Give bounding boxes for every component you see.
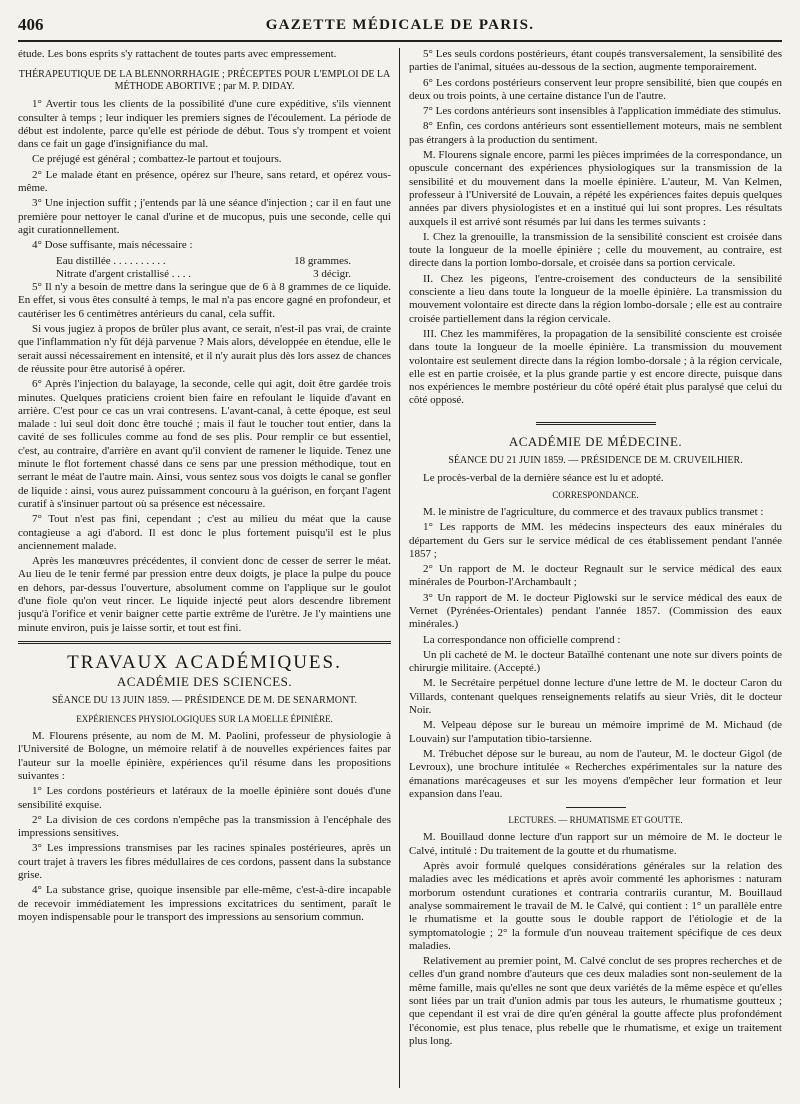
paragraph: 1° Les cordons postérieurs et latéraux de la moelle épinière sont doués d'une sensibilité exquise. [18,785,391,811]
paragraph: III. Chez les mammifères, la propagation de la sensibilité consciente est croisée dans toute la longueur de la moelle épinière. La transmission du mouvement volontaire est seulement directe dans la région lombo-dorsale ; à la région cervicale, elle est en partie croisée, et la plus grande partie y est encore directe, puisque dans nos expériences le membre postérieur du côté opéré était plus paralysé que celui du côté opposé. [409,327,782,407]
dose-line [56,255,351,268]
left-column [18,48,391,1088]
columns [18,48,782,1088]
academy-title: ACADÉMIE DE MÉDECINE. [508,433,683,449]
paragraph: 1° Les rapports de MM. les médecins inspecteurs des eaux minérales du département du Gers sur le service médical de ces établissement pendant l'année 1857 ; [409,521,782,560]
paragraph: M. le Secrétaire perpétuel donne lecture d'une lettre de M. le docteur Caron du Villards, contenant quelques renseignements relatifs au sieur Vriès, dit le docteur Noir. [409,677,782,717]
paragraph: 2° Le malade étant en présence, opérez sur l'heure, sans retard, et opérez vous-même. [18,168,391,195]
paragraph: 5° Les seuls cordons postérieurs, étant coupés transversalement, la sensibilité des parties de l'animal, situées au-dessous de la section, augmente temporairement. [409,48,782,74]
paragraph: 2° Un rapport de M. le docteur Regnault sur le service médical des eaux minérales de Pourbon-l'Archambault ; [409,563,782,589]
paragraph: 6° Les cordons postérieurs conservent leur propre sensibilité, bien que coupés en deux ou trois points, à une certaine distance l'un de l'autre. [409,76,782,102]
paragraph: Le procès-verbal de la dernière séance est lu et adopté. [423,472,664,485]
page-header [18,10,782,42]
paragraph: 4° Dose suffisante, mais nécessaire : [32,239,193,252]
journal-title: GAZETTE MÉDICALE DE PARIS. [265,16,535,33]
paragraph: 8° Enfin, ces cordons antérieurs sont essentiellement moteurs, mais ne semblent pas étrangers à la production du sentiment. [409,120,782,146]
dose-name: Eau distillée . . . . . . . . . . [56,254,166,267]
dose-value: 3 décigr. [313,267,351,280]
paragraph: I. Chez la grenouille, la transmission de la sensibilité conscient est croisée dans toute la longueur de la moelle épinière ; celle du mouvement, au contraire, est directe dans la portion lombo-dorsale, et croisée dans sa portion cervicale. [409,230,782,270]
paragraph: étude. Les bons esprits s'y rattachent de toutes parts avec empressement. [18,48,337,60]
right-column [409,48,782,1088]
session-line: SÉANCE DU 21 JUIN 1859. — PRÉSIDENCE DE M. CRUVEILHIER. [448,455,743,467]
subsection-title: LECTURES. — RHUMATISME ET GOUTTE. [508,815,683,826]
paragraph: M. Bouillaud donne lecture d'un rapport sur un mémoire de M. le docteur le Calvé, intitulé : Du traitement de la goutte et du rhumatisme. [409,831,782,857]
paragraph: M. Flourens signale encore, parmi les pièces imprimées de la correspondance, un opuscule concernant des expériences physiologiques sur la transmission de la sensibilité et du mouvement dans la moelle épinière. L'auteur, M. Van Kelmen, professeur à l'Université de Louvain, a répété les expériences faites depuis quelques années par divers physiologistes et en a institué qui lui sont propres. Les résultats auxquels il est arrivé sont résumés par lui dans les termes suivants : [409,149,782,228]
dose-line [56,268,351,281]
paragraph: La correspondance non officielle comprend : [423,633,621,646]
article-title: THÉRAPEUTIQUE DE LA BLENNORRHAGIE ; PRÉCEPTES POUR L'EMPLOI DE LA MÉTHODE ABORTIVE ; par M. P. DIDAY. [18,69,391,93]
paragraph: Si vous jugiez à propos de brûler plus avant, ce serait, n'est-il pas vrai, de crainte que l'inflammation n'y fût déjà parvenue ? Mais alors, développée en étendue, elle le serait aussi nécessairement en intensité, et il n'y aurait plus dès lors assez de chances de réussite pour être autorisé à opérer. [18,323,391,375]
column-rule [399,48,400,1088]
paragraph: Après les manœuvres précédentes, il convient donc de cesser de serrer le méat. Au lieu de le tenir fermé par pression entre deux doigts, je place la pulpe du pouce en dehors, par-dessus l'ouverture, absolument comme on l'applique sur le goulot d'une fiole qu'on veut rincer. Le liquide injecté peut alors descendre librement jusqu'à l'orifice et venir baigner cette partie extrême de l'urètre. Je l'y maintiens une minute environ, puis je laisse sortir, et tout est fini. [18,555,391,634]
paragraph: 5° Il n'y a besoin de mettre dans la seringue que de 6 à 8 grammes de ce liquide. En effet, si vous êtes consulté à temps, le mal n'a pas encore gagné en profondeur, et cautériser les 6 centimètres antérieurs du canal, cela suffit. [18,281,391,320]
paragraph: Un pli cacheté de M. le docteur Bataïlhé contenant une note sur divers points de chirurgie militaire. (Accepté.) [409,648,782,675]
paragraph: M. Flourens présente, au nom de M. M. Paolini, professeur de physiologie à l'Université de Bologne, un mémoire relatif à de nouvelles expériences faites par l'auteur sur la moelle épinière, expériences qu'il résume dans les propositions suivantes : [18,730,391,782]
paragraph: M. le ministre de l'agriculture, du commerce et des travaux publics transmet : [423,505,764,518]
subsection-title: CORRESPONDANCE. [552,489,639,500]
dose-name: Nitrate d'argent cristallisé . . . . [56,267,191,280]
subsection-title: EXPÉRIENCES PHYSIOLOGIQUES SUR LA MOELLE ÉPINIÈRE. [76,713,333,724]
section-title: TRAVAUX ACADÉMIQUES. [67,651,342,673]
paragraph: Ce préjugé est général ; combattez-le partout et toujours. [32,153,282,166]
paragraph: Relativement au premier point, M. Calvé conclut de ses propres recherches et de celles d'un grand nombre d'auteurs que ces deux maladies sont non-seulement de la même famille, mais qu'elles ne sont que deux variétés de la même espèce et qu'elles sont liées par un trait d'union admis par tous les auteurs, le rhumatisme goutteux ; que cependant il est vrai de dire qu'en général la goutte affecte plus profondément l'économie, est plus tenace, plus rebelle que le rhumatisme, et exige un traitement plus long. [409,955,782,1047]
paragraph: 7° Les cordons antérieurs sont insensibles à l'application immédiate des stimulus. [423,105,782,118]
paragraph: II. Chez les pigeons, l'entre-croisement des conducteurs de la sensibilité consciente a lieu dans toute la longueur de la moelle épinière. La transmission du mouvement volontaire est directe dans la région lombo-dorsale ; elle est au contraire croisée partiellement dans la région cervicale. [409,272,782,325]
paragraph: M. Velpeau dépose sur le bureau un mémoire imprimé de M. Michaud (de Louvain) sur l'amputation tibio-tarsienne. [409,719,782,745]
paragraph: M. Trébuchet dépose sur le bureau, au nom de l'auteur, M. le docteur Gigol (de Levroux), une brochure intitulée « Recherches expérimentales sur la nature des émanations marécageuses et sur les moyens d'empêcher leur formation et leur expansion dans l'eau. [409,747,782,800]
paragraph: 2° La division de ces cordons n'empêche pas la transmission à l'encéphale des impressions sensitives. [18,813,391,840]
section-banner [18,641,391,726]
section-divider [536,422,656,425]
session-line: SÉANCE DU 13 JUIN 1859. — PRÉSIDENCE DE M. DE SENARMONT. [51,695,358,707]
page-number: 406 [18,15,44,34]
paragraph: 7° Tout n'est pas fini, cependant ; c'est au milieu du méat que la cause contagieuse a agi d'abord. Il est donc le plus fortement puisqu'il est le plus anciennement malade. [18,513,391,552]
paragraph: 3° Une injection suffit ; j'entends par là une séance d'injection ; car il en faut une première pour nettoyer le canal d'urine et de mucopus, puis une seconde, celle qui agit curationnellement. [18,197,391,236]
paragraph: 3° Un rapport de M. le docteur Piglowski sur le service médical des eaux de Vernet (Pyrénées-Orientales) pendant l'année 1857. (Commission des eaux minérales.) [409,591,782,631]
academy-title: ACADÉMIE DES SCIENCES. [116,674,293,690]
short-rule [566,807,626,808]
paragraph: 1° Avertir tous les clients de la possibilité d'une cure expéditive, s'ils viennent consulter à temps ; leur indiquer les premiers signes de l'écoulement. La période de début est indolente, parce qu'elle est période de début. Tous s'y trompent et voient dans ce fait un gage d'insignifiance du mal. [18,98,391,151]
paragraph: 6° Après l'injection du balayage, la seconde, celle qui agit, doit être gardée trois minutes. Quelques praticiens croient bien faire en refoulant le liquide d'avant en arrière. C'est pour ce cas un vrai contresens. L'avant-canal, à cette époque, est seul malade : lui seul doit donc être touché ; mais il faut le toucher tout entier, dans la cavité de ses follicules comme au fond de ses plis. Pour remplir ce but essentiel, c'est, au contraire, d'arrière en avant qu'il convient de ramener le liquide. Tenez une minute le flot fortement chassé dans ce sens par une pression méthodique, tout en serrant le méat de l'autre main. Ainsi, vous sentez sous vos doigts le canal se gonfler de liquide : ainsi, vous aurez puissamment concouru à la guérison, en forçant l'agent curatif à s'insinuer partout où sa présence est nécessaire. [18,378,391,510]
dose-value: 18 grammes. [294,254,351,267]
paragraph: 4° La substance grise, quoique insensible par elle-même, c'est-à-dire incapable de recevoir immédiatement les impressions excitatrices du sentiment, paraît le moyen indispensable pour le transport des impressions au sensorium commun. [18,884,391,923]
paragraph: 3° Les impressions transmises par les racines spinales postérieures, après un court trajet à travers les fibres médullaires de ces cordons, passent dans la substance grise. [18,842,391,882]
paragraph: Après avoir formulé quelques considérations générales sur la relation des maladies avec les médications et après avoir commenté les aphorismes : naturam morborum ostendunt curationes et contraria contrariis curantur, M. Bouillaud analyse sommairement le travail de M. le Calvé, qui contient : 1° un parallèle entre le rhumatisme et la goutte sous le double rapport de l'étiologie et de la symptomatologie ; 2° la formule d'un nouveau traitement spécifique de ces deux maladies. [409,860,782,952]
